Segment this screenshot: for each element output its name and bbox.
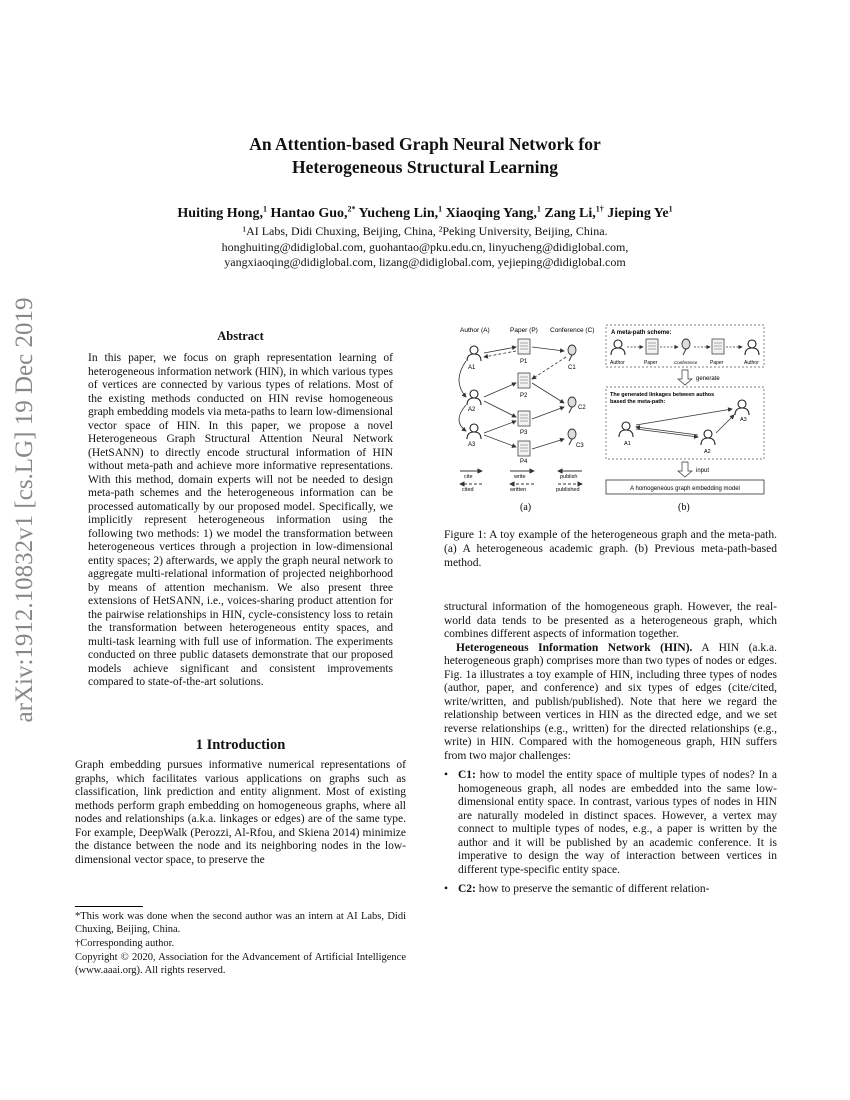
svg-text:cited: cited <box>462 487 474 493</box>
right-column-body: structural information of the homogeneous graph. However, the real-world data tends to be presented as a heterogeneous graph, which combines different aspects of information together. Heterogeneous Information Network (HIN). A HIN (a.k.a. heterogeneous graph) comprises more than two types of nodes or edges. Fig. 1a illustrates a toy example of HIN, including three types of nodes (author, paper, and conference) and six types of edges (cite/cited, write/written, and publish/published). Note that here we regard the relationship between vertices in HIN as the directed edge, and we set reverse relationships (e.g., written) for the directed relationships (e.g., write) in HIN. Compared with the homogeneous graph, HIN suffers from two major challenges: • C1: how to model the entity space of multiple types of nodes? In a homogeneous graph, all nodes are embedded into the same low-dimensional entity space. In contrast, various types of nodes in HIN are naturally modeled in distinct spaces. However, a vertex may connect to multiple types of nodes, e.g., a paper is written by the author and it will be published by an academic conference. It is imperative to design the way of interaction between vertices in different type-specific entity space. • C2: how to preserve the semantic of different relation- <box>444 601 778 895</box>
svg-text:publish: publish <box>560 474 578 480</box>
fig-label-a: (a) <box>520 502 532 513</box>
svg-text:A meta-path scheme:: A meta-path scheme: <box>611 330 672 336</box>
svg-text:Conference: Conference <box>674 360 698 365</box>
footnote-rule <box>75 906 143 907</box>
hin-paragraph: Heterogeneous Information Network (HIN). A HIN (a.k.a. heterogeneous graph) comprises more than two types of nodes or edges. Fig. 1a illustrates a toy example of HIN, including three types of nodes (author, paper, and conference) and six types of edges (cite/cited, write/written, and publish/published). Note that here we regard the relationship between vertices in HIN as the directed edge, and we set reverse relationships (e.g., written) for the directed relationships (e.g., write) in HIN. Compared with the homogeneous graph, HIN suffers from two major challenges: <box>444 641 778 762</box>
svg-text:cite: cite <box>464 474 473 480</box>
conference-node-icon <box>682 339 690 355</box>
fig-col-paper: Paper (P) <box>510 327 538 334</box>
svg-text:A1: A1 <box>624 441 631 447</box>
author-list <box>0 206 850 222</box>
input-arrow-icon <box>678 462 692 477</box>
svg-text:Author: Author <box>610 360 625 366</box>
svg-text:The generated linkages between: The generated linkages between authos based the meta-path: <box>610 392 715 405</box>
author-node-icon <box>467 424 481 439</box>
author: Xiaoqing Yang,$^1$ <box>445 204 541 221</box>
svg-text:C2: C2 <box>578 405 586 411</box>
paper-node-icon <box>518 441 530 456</box>
generate-arrow-icon <box>678 370 692 385</box>
email-line: yangxiaoqing@didiglobal.com, lizang@didiglobal.com, yejieping@didiglobal.com <box>224 255 626 269</box>
author: Huiting Hong,$^1$ <box>177 204 267 221</box>
svg-text:A1: A1 <box>468 365 476 371</box>
paper-node-icon <box>518 411 530 426</box>
svg-text:P3: P3 <box>520 430 528 436</box>
author-node-icon <box>701 430 715 445</box>
bullet-dot-icon: • <box>444 769 449 781</box>
conference-node-icon <box>568 345 576 361</box>
svg-text:published: published <box>556 487 580 493</box>
fig-label-b: (b) <box>678 502 690 513</box>
svg-text:A homogeneous graph embedding: A homogeneous graph embedding model <box>630 486 740 492</box>
svg-text:write: write <box>514 474 526 480</box>
svg-text:Paper: Paper <box>710 360 724 366</box>
fig-col-author: Author (A) <box>460 327 490 334</box>
author: Jieping Ye$^1$ <box>607 204 673 221</box>
author-node-icon <box>619 422 633 437</box>
author-node-icon <box>611 340 625 355</box>
svg-text:A3: A3 <box>740 417 747 423</box>
author: Zang Li,$^{1\dagger}$ <box>544 204 604 221</box>
svg-text:P1: P1 <box>520 359 528 365</box>
conference-node-icon <box>568 397 576 413</box>
author: Hantao Guo,$^{2*}$ <box>270 204 356 221</box>
svg-text:input: input <box>696 468 710 474</box>
author-node-icon <box>745 340 759 355</box>
paper-node-icon <box>646 339 658 354</box>
fig-col-conference: Conference (C) <box>550 327 595 334</box>
bullet-dot-icon: • <box>444 883 449 895</box>
svg-text:generate: generate <box>696 376 720 382</box>
figure-caption: Figure 1: A toy example of the heterogeneous graph and the meta-path. (a) A heterogeneous academic graph. (b) Previous meta-path-based method. <box>444 529 777 569</box>
paper-node-icon <box>712 339 724 354</box>
svg-text:A3: A3 <box>468 442 476 448</box>
svg-text:written: written <box>510 487 527 493</box>
email-line: honghuiting@didiglobal.com, guohantao@pku.edu.cn, linyucheng@didiglobal.com, <box>221 239 629 254</box>
svg-text:C3: C3 <box>576 443 584 449</box>
svg-text:Paper: Paper <box>644 360 658 366</box>
svg-text:P2: P2 <box>520 393 528 399</box>
author-node-icon <box>467 346 481 361</box>
author-node-icon <box>467 390 481 405</box>
svg-text:A2: A2 <box>468 407 476 413</box>
svg-text:Author: Author <box>744 360 759 366</box>
paper-title: An Attention-based Graph Neural Network for Heterogeneous Structural Learning <box>249 134 601 177</box>
bullet-c1: • C1: how to model the entity space of multiple types of nodes? In a homogeneous graph, all nodes are embedded into the same low-dimensional entity space. In contrast, various types of nodes in HIN are naturally modeled in distinct spaces. However, a vertex may connect to multiple types of nodes, e.g., a paper is written by the author and it will be published by an academic conference. It is imperative to design the way of interaction between vertices in different type-specific entity space. <box>444 769 777 876</box>
copyright-notice: Copyright © 2020, Association for the Advancement of Artificial Intelligence (www.aaai.org). All rights reserved. <box>75 952 406 976</box>
figure-1 <box>446 321 778 518</box>
footnotes: *This work was done when the second author was an intern at AI Labs, Didi Chuxing, Beijing, China. †Corresponding author. Copyright © 2020, Association for the Advancement of Artificial Intelligence (www.aaai.org). All rights reserved. <box>75 911 406 976</box>
abstract-body: In this paper, we focus on graph representation learning of heterogeneous information network (HIN), in which various types of vertices are connected by various types of relations. Most of the existing methods conducted on HIN revise homogeneous graph embedding models via meta-paths to learn low-dimensional vector space of HIN. In this paper, we propose a novel Heterogeneous Graph Structural Attention Neural Network (HetSANN) to directly encode structural information of HIN without meta-path and achieve more informative representations. With this method, domain experts will not be needed to design meta-path schemes and the heterogeneous information can be processed automatically by our proposed model. Specifically, we implicitly represent heterogeneous information using the following two methods: 1) we model the transformation between heterogeneous vertices through a projection in low-dimensional entity spaces; 2) afterwards, we apply the graph neural network to aggregate multi-relational information of projected neighborhood by means of attention mechanism. We also present three extensions of HetSANN, i.e., voices-sharing product attention for the pairwise relationships in HIN, cycle-consistency loss to retain the transformation between heterogeneous entity spaces, and multi-task learning with full use of information. The experiments conducted on three public datasets demonstrate that our proposed models achieve significant and consistent improvements compared to state-of-the-art solutions. <box>88 352 393 688</box>
author: Yucheng Lin,$^1$ <box>358 204 443 221</box>
svg-text:P4: P4 <box>520 459 528 465</box>
bullet-c2: • C2: how to preserve the semantic of different relation- <box>444 883 710 895</box>
paper-node-icon <box>518 339 530 354</box>
introduction-body: Graph embedding pursues informative numerical representations of graphs, which facilitates various applications on graphs such as classification, link prediction and entity alignment. Most of existing methods perform graph embedding on homogeneous graphs, where all nodes and relationships (a.k.a. linkages or edges) are of the same type. For example, DeepWalk (Perozzi, Al-Rfou, and Skiena 2014) minimize the distance between the node and its neighboring nodes in the low-dimensional vector space, to preserve the <box>75 759 406 866</box>
arxiv-side-stamp: arXiv:1912.10832v1 [cs.LG] 19 Dec 2019 <box>11 297 38 723</box>
svg-text:C1: C1 <box>568 365 576 371</box>
author-node-icon <box>735 400 749 415</box>
svg-text:A2: A2 <box>704 449 711 455</box>
paper-node-icon <box>518 373 530 388</box>
section-heading-introduction: 1 Introduction <box>195 737 286 753</box>
affiliations: ¹AI Labs, Didi Chuxing, Beijing, China, ²Peking University, Beijing, China. honghuiting@didiglobal.com, guohantao@pku.edu.cn, linyucheng@didiglobal.com, yangxiaoqing@didiglobal.com, lizang@didiglobal.com, yejieping@didiglobal.com <box>0 224 850 271</box>
abstract-heading: Abstract <box>217 329 264 343</box>
conference-node-icon <box>568 429 576 445</box>
